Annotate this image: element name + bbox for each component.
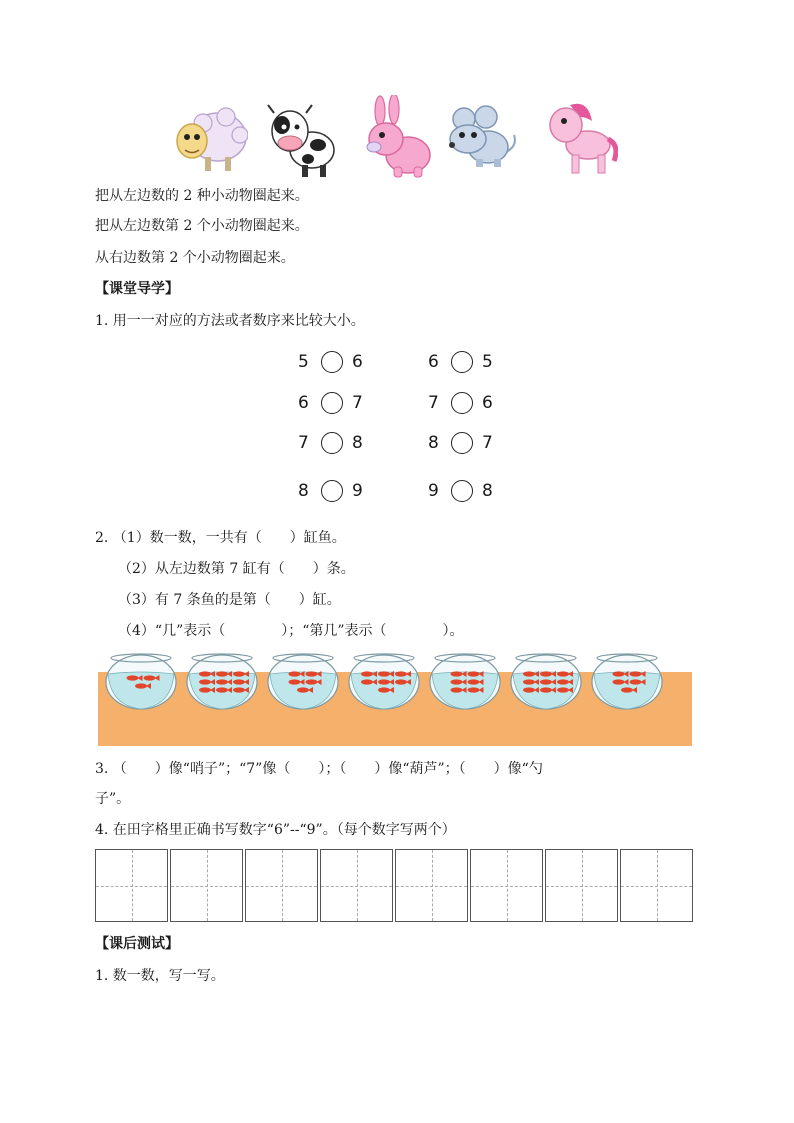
instruction-1: 把从左边数的 2 种小动物圈起来。	[95, 188, 309, 204]
q2-line-3: （3）有 7 条鱼的是第（ ）缸。	[118, 592, 341, 608]
compare-right-number: 7	[482, 433, 493, 453]
q3-line-1: 3. （ ）像“哨子”；“7”像（ ）；（ ）像“葫芦”；（ ）像“勺	[95, 761, 543, 777]
compare-right-number: 9	[352, 481, 363, 501]
fish-bowl	[349, 654, 419, 709]
instruction-3: 从右边数第 2 个小动物圈起来。	[95, 250, 295, 266]
fish-bowl	[592, 654, 662, 709]
section-heading-guide: 【课堂导学】	[95, 281, 179, 297]
guide-line-vertical	[657, 850, 658, 921]
section-heading-test: 【课后测试】	[95, 936, 179, 952]
rabbit-image	[358, 95, 436, 183]
compare-right-number: 7	[352, 393, 363, 413]
compare-left-number: 9	[428, 481, 439, 501]
instruction-2: 把从左边数第 2 个小动物圈起来。	[95, 218, 309, 234]
test-q1-title: 1. 数一数，写一写。	[95, 968, 225, 984]
fish-bowl	[187, 654, 257, 709]
writing-cell[interactable]	[320, 849, 393, 922]
compare-right-number: 5	[482, 352, 493, 372]
fish-bowl	[268, 654, 338, 709]
fish-bowl	[106, 654, 176, 709]
answer-circle[interactable]	[321, 432, 343, 454]
sheep-image	[170, 95, 248, 183]
answer-circle[interactable]	[321, 392, 343, 414]
fish-bowl	[511, 654, 581, 709]
compare-left-number: 8	[428, 433, 439, 453]
writing-cell[interactable]	[170, 849, 243, 922]
compare-left-number: 7	[428, 393, 439, 413]
answer-circle[interactable]	[451, 392, 473, 414]
q1-title: 1. 用一一对应的方法或者数序来比较大小。	[95, 313, 365, 329]
compare-left-number: 7	[298, 433, 309, 453]
writing-cell[interactable]	[395, 849, 468, 922]
compare-right-number: 8	[352, 433, 363, 453]
writing-cell[interactable]	[620, 849, 693, 922]
compare-right-number: 6	[482, 393, 493, 413]
guide-line-vertical	[432, 850, 433, 921]
guide-line-vertical	[132, 850, 133, 921]
compare-left-number: 8	[298, 481, 309, 501]
guide-line-vertical	[357, 850, 358, 921]
q2-line-1: 2. （1）数一数，一共有（ ）缸鱼。	[95, 530, 346, 546]
answer-circle[interactable]	[321, 351, 343, 373]
writing-cell[interactable]	[245, 849, 318, 922]
compare-left-number: 5	[298, 352, 309, 372]
compare-left-number: 6	[428, 352, 439, 372]
compare-right-number: 6	[352, 352, 363, 372]
guide-line-vertical	[207, 850, 208, 921]
guide-line-vertical	[582, 850, 583, 921]
q3-line-2: 子”。	[95, 791, 131, 807]
q2-line-4: （4）“几”表示（ ）；“第几”表示（ ）。	[118, 623, 464, 639]
horse-image	[540, 95, 618, 183]
writing-cell[interactable]	[95, 849, 168, 922]
compare-left-number: 6	[298, 393, 309, 413]
cow-image	[262, 95, 340, 183]
fish-bowl-scene	[98, 652, 692, 746]
answer-circle[interactable]	[451, 432, 473, 454]
compare-right-number: 8	[482, 481, 493, 501]
mouse-image	[442, 95, 520, 183]
writing-cell[interactable]	[545, 849, 618, 922]
q2-line-2: （2）从左边数第 7 缸有（ ）条。	[118, 561, 355, 577]
guide-line-vertical	[282, 850, 283, 921]
answer-circle[interactable]	[321, 480, 343, 502]
fish-bowl	[430, 654, 500, 709]
answer-circle[interactable]	[451, 351, 473, 373]
writing-grid	[95, 849, 695, 923]
guide-line-vertical	[507, 850, 508, 921]
q4-title: 4. 在田字格里正确书写数字“6”--“9”。（每个数字写两个）	[95, 822, 456, 838]
writing-cell[interactable]	[470, 849, 543, 922]
answer-circle[interactable]	[451, 480, 473, 502]
